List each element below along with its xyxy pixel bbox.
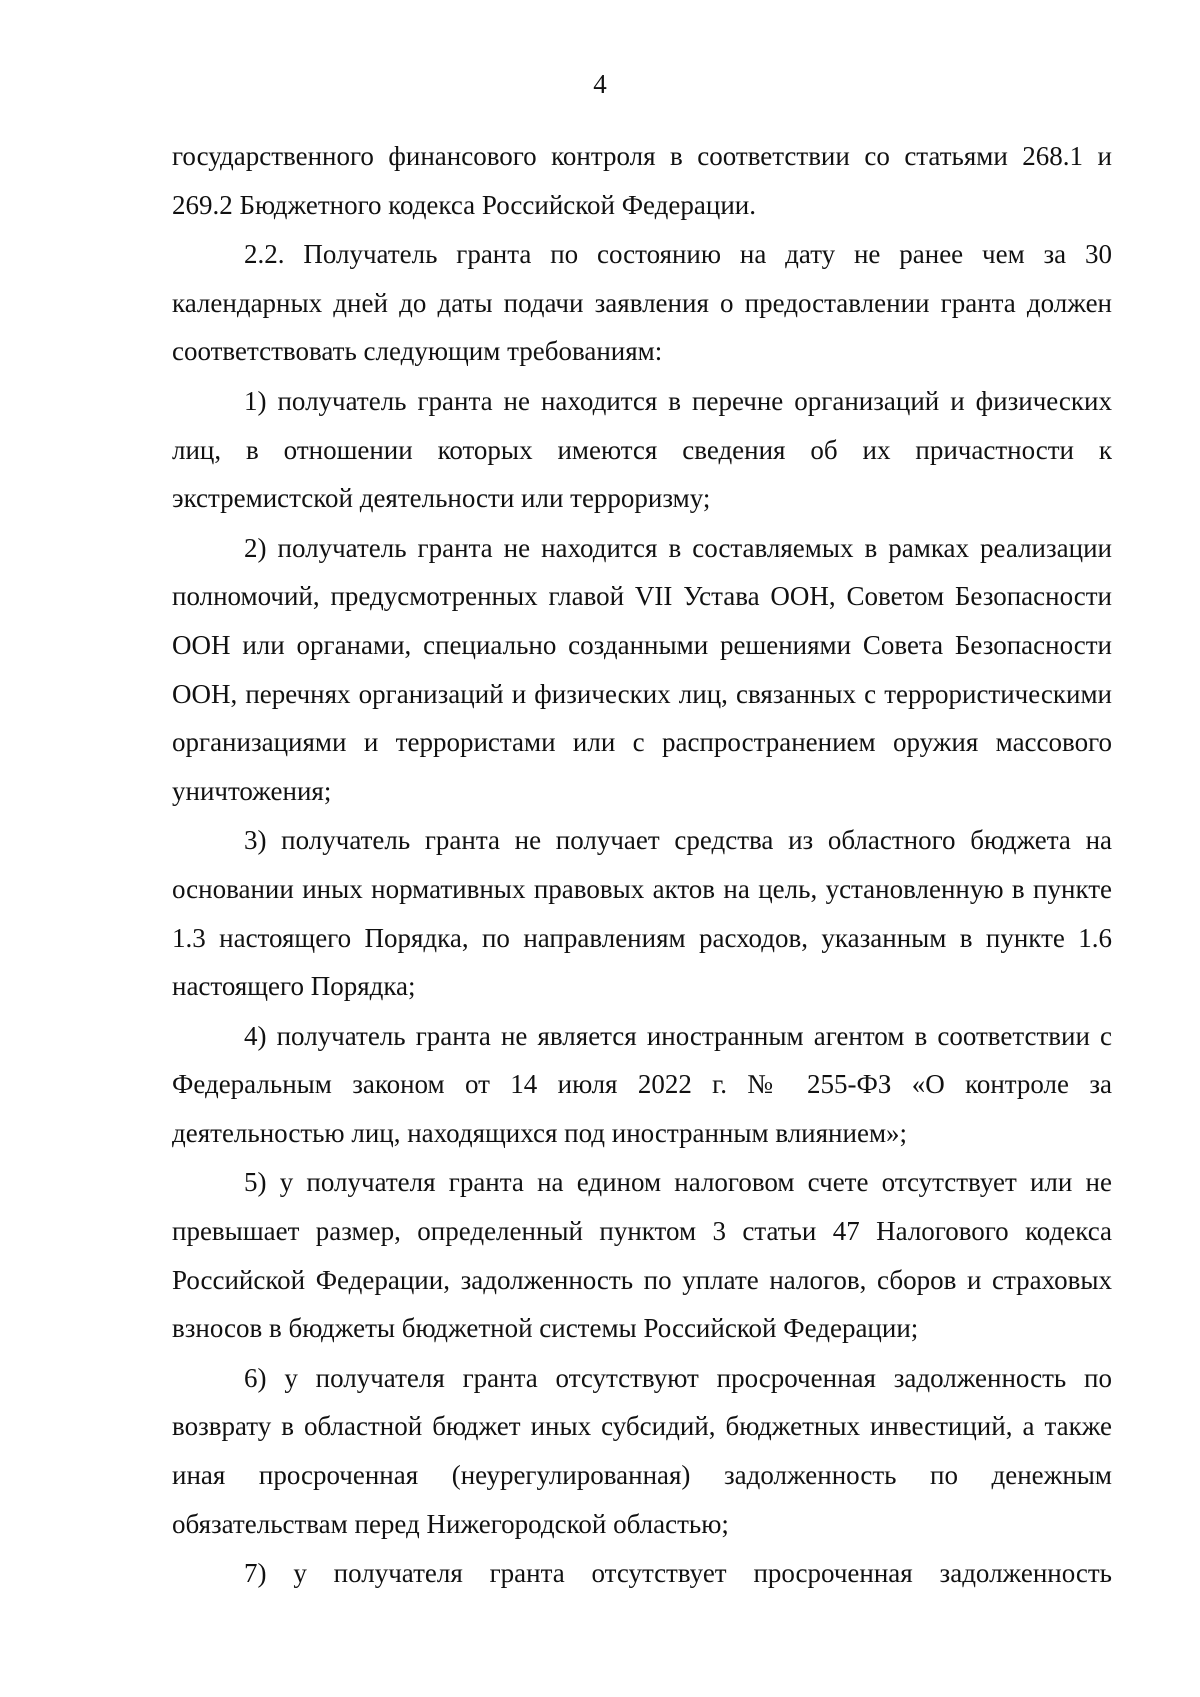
page-number: 4 — [593, 69, 607, 99]
requirement-item-5: 5) у получателя гранта на едином налоговом счете отсутствует или не превышает размер, определенный пунктом 3 статьи 47 Налогового кодекса Российской Федерации, задолженность по уплате налогов, сборов и страховых взносов в бюджеты бюджетной системы Российской Федерации; — [172, 1167, 1112, 1344]
requirement-item-3: 3) получатель гранта не получает средства из областного бюджета на основании иных нормативных правовых актов на цель, установленную в пункте 1.3 настоящего Порядка, по направлениям расходов, указанным в пункте 1.6 настоящего Порядка; — [172, 825, 1112, 1002]
requirement-item-4: 4) получатель гранта не является иностранным агентом в соответствии с Федеральным законом от 14 июля 2022 г. № 255-ФЗ «О контроле за деятельностью лиц, находящихся под иностранным влиянием»; — [172, 1020, 1112, 1148]
requirement-item-6: 6) у получателя гранта отсутствуют просроченная задолженность по возврату в областной бюджет иных субсидий, бюджетных инвестиций, а также иная просроченная (неурегулированная) задолженность по денежным обязательствам перед Нижегородской областью; — [172, 1362, 1112, 1539]
requirement-item-7: 7) у получателя гранта отсутствует просроченная задолженность — [244, 1558, 1112, 1589]
requirement-item-1: 1) получатель гранта не находится в перечне организаций и физических лиц, в отношении которых имеются сведения об их причастности к экстремистской деятельности или терроризму; — [172, 385, 1112, 514]
document-body — [172, 132, 1112, 1598]
paragraph-2-2: 2.2. Получатель гранта по состоянию на дату не ранее чем за 30 календарных дней до даты подачи заявления о предоставлении гранта должен соответствовать следующим требованиям: — [172, 239, 1112, 367]
requirement-item-2: 2) получатель гранта не находится в составляемых в рамках реализации полномочий, предусмотренных главой VII Устава ООН, Советом Безопасности ООН или органами, специально созданными решениями Совета Безопасности ООН, перечнях организаций и физических лиц, связанных с террористическими организациями и террористами или с распространением оружия массового уничтожения; — [172, 532, 1112, 806]
paragraph-continuation: государственного финансового контроля в соответствии со статьями 268.1 и 269.2 Бюджетного кодекса Российской Федерации. — [172, 141, 1112, 220]
